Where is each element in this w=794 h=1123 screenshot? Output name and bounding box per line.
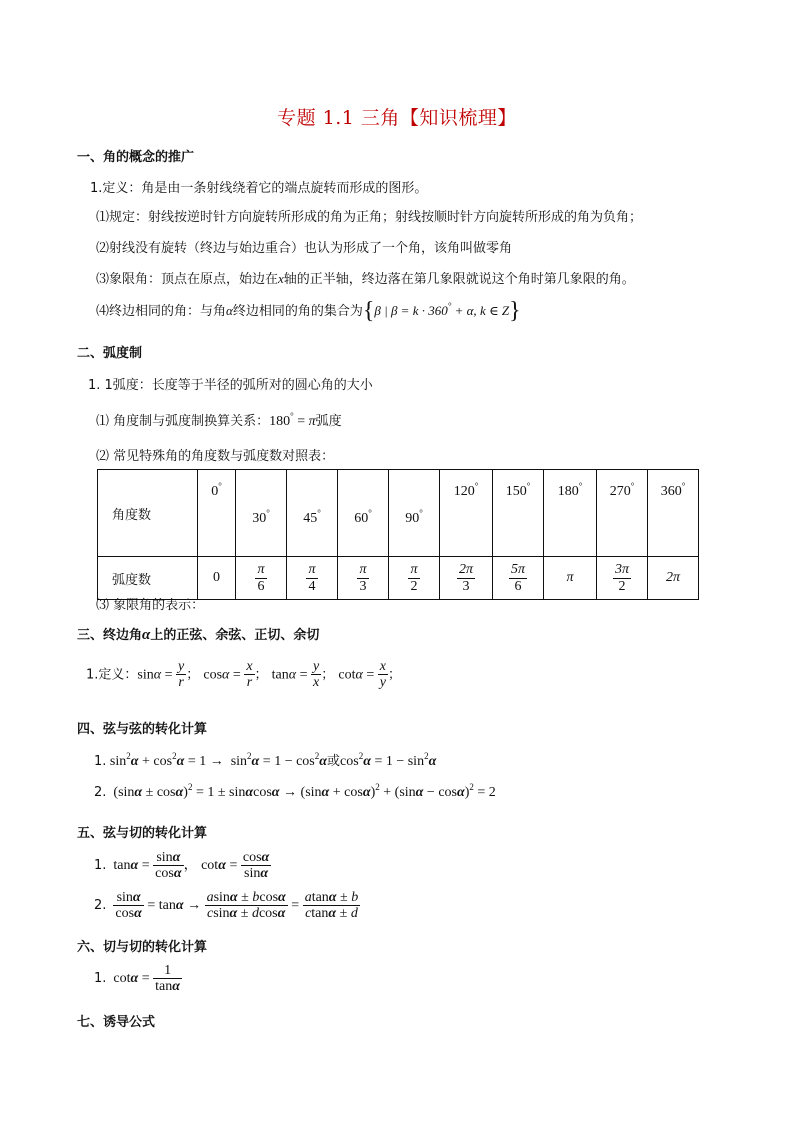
s2-item-2: ⑴ 角度制与弧度制换算关系：180° = π弧度 xyxy=(96,411,342,429)
radian-cell: $\frac{\pi}{4}$ xyxy=(287,557,338,600)
s5-formula-1: 1. tanα = $\frac{\sin\alpha}{\cos\alpha}$ ， cotα = $\frac{\cos\alpha}{\sin\alpha}$ xyxy=(94,850,270,882)
radian-cell: $\frac{2\pi}{3}$ xyxy=(440,557,493,600)
s2-item-4: ⑶ 象限角的表示： xyxy=(96,598,205,613)
degree-cell: 60° xyxy=(338,470,389,557)
degree-cell: 30° xyxy=(236,470,287,557)
s1-rule-4: ⑷终边相同的角：与角α终边相同的角的集合为{β | β = k · 360° + α, k ∈ Z} xyxy=(96,298,521,324)
section-7-heading: 七、诱导公式 xyxy=(77,1015,156,1030)
degree-cell: 270° xyxy=(597,470,648,557)
radian-cell: π xyxy=(544,557,597,600)
section-4-heading: 四、弦与弦的转化计算 xyxy=(77,722,208,737)
section-5-heading: 五、弦与切的转化计算 xyxy=(77,826,208,841)
s4-formula-1: 1. $\sin^2\alpha + \cos^2\alpha = 1 \to \sin^2\alpha = 1 - \cos^2\alpha$或$\cos^2\alpha = 1 - \sin^2\alpha$ xyxy=(94,751,437,769)
s6-formula-1: 1. cotα = $\frac{1}{\tan\alpha}$ xyxy=(94,963,181,995)
set-formula: {β | β = k · 360° + α, k ∈ Z} xyxy=(362,298,521,324)
degree-cell: 150° xyxy=(493,470,544,557)
degree-cell: 45° xyxy=(287,470,338,557)
s2-item-3: ⑵ 常见特殊角的角度数与弧度数对照表： xyxy=(96,449,335,464)
table-row xyxy=(98,470,699,557)
row-label-degrees: 角度数 xyxy=(98,470,198,557)
s2-item-1: 1. 1弧度：长度等于半径的弧所对的圆心角的大小 xyxy=(88,378,373,393)
angle-conversion-table xyxy=(97,469,699,600)
section-1-heading: 一、角的概念的推广 xyxy=(77,150,195,165)
s1-rule-1: ⑴规定：射线按逆时针方向旋转所形成的角为正角；射线按顺时针方向旋转所形成的角为负角； xyxy=(96,210,643,225)
s3-definition: 1.定义：sinα = $\frac{y}{r}$ ； cosα = $\frac{x}{r}$ ； tanα = $\frac{y}{x}$ ； cotα = $\frac{x}{y}$ ； xyxy=(86,659,402,691)
section-3-heading: 三、终边角α上的正弦、余弦、正切、余切 xyxy=(77,627,320,643)
radian-cell: 2π xyxy=(648,557,699,600)
degree-cell: 90° xyxy=(389,470,440,557)
radian-cell: $\frac{5\pi}{6}$ xyxy=(493,557,544,600)
degree-cell: 360° xyxy=(648,470,699,557)
s1-rule-2: ⑵射线没有旋转（终边与始边重合）也认为形成了一个角，该角叫做零角 xyxy=(96,241,513,256)
row-label-radians: 弧度数 xyxy=(98,557,198,600)
radian-cell: $\frac{\pi}{3}$ xyxy=(338,557,389,600)
radian-cell: $\frac{3\pi}{2}$ xyxy=(597,557,648,600)
section-2-heading: 二、弧度制 xyxy=(77,346,143,361)
degree-cell: 0° xyxy=(198,470,236,557)
radian-cell: $\frac{\pi}{2}$ xyxy=(389,557,440,600)
radian-cell: 0 xyxy=(198,557,236,600)
page-title: 专题 1.1 三角【知识梳理】 xyxy=(277,107,517,129)
degree-cell: 180° xyxy=(544,470,597,557)
radian-cell: $\frac{\pi}{6}$ xyxy=(236,557,287,600)
s4-formula-2: 2. $(\sin\alpha \pm \cos\alpha)^2 = 1 \pm \sin\alpha\cos\alpha \to (\sin\alpha + \cos\alpha)^2 + (\sin\alpha - \cos\alpha)^2 = 2$ xyxy=(94,782,496,800)
degree-cell: 120° xyxy=(440,470,493,557)
section-6-heading: 六、切与切的转化计算 xyxy=(77,940,208,955)
s1-definition: 1.定义：角是由一条射线绕着它的端点旋转而形成的图形。 xyxy=(90,181,428,196)
s1-rule-3: ⑶象限角：顶点在原点，始边在x轴的正半轴，终边落在第几象限就说这个角时第几象限的角。 xyxy=(96,271,635,287)
s5-formula-2: 2. $\frac{\sin\alpha}{\cos\alpha}$ = tanα → $\frac{asin\alpha \pm bcos\alpha}{csin\alpha \pm dcos\alpha}$ = $\frac{atan\alpha \pm b}{ctan\alpha \pm d}$ xyxy=(94,890,359,922)
